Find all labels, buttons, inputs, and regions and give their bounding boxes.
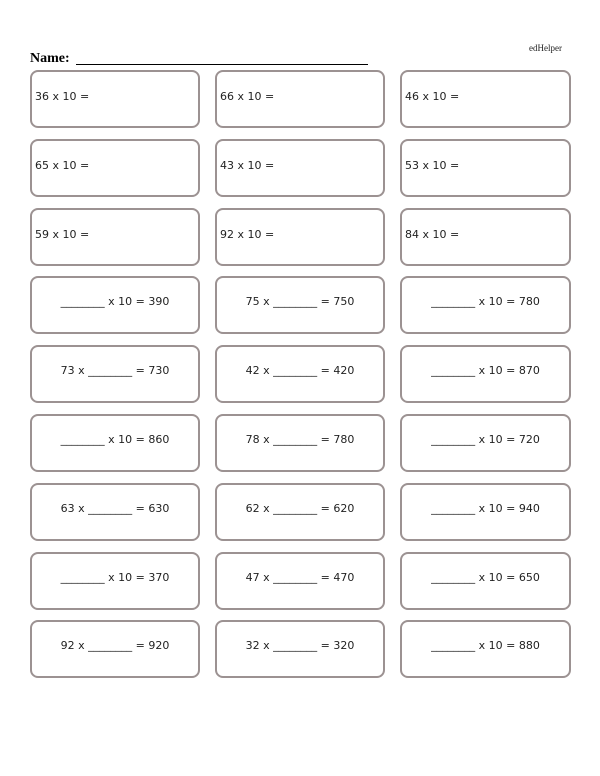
problem-text: 47 x ________ = 470 (245, 570, 355, 584)
problem-box[interactable] (30, 345, 200, 403)
problem-text: ________ x 10 = 940 (431, 501, 540, 515)
name-label: Name: (30, 51, 70, 66)
problem-box[interactable] (30, 70, 200, 128)
problem-box[interactable] (30, 552, 200, 610)
problem-box[interactable] (400, 276, 571, 334)
problem-text: 92 x 10 = (220, 227, 275, 241)
problem-box[interactable] (215, 139, 385, 197)
problem-text: 43 x 10 = (220, 158, 275, 172)
problem-box[interactable] (30, 276, 200, 334)
problem-text: ________ x 10 = 720 (431, 432, 540, 446)
problem-text: 78 x ________ = 780 (245, 432, 355, 446)
problem-box[interactable] (400, 139, 571, 197)
problem-text: 53 x 10 = (405, 158, 460, 172)
problem-box[interactable] (215, 414, 385, 472)
problem-text: 46 x 10 = (405, 90, 460, 103)
problem-text: ________ x 10 = 370 (60, 570, 170, 584)
problem-box[interactable] (215, 552, 385, 610)
problem-text: 84 x 10 = (405, 227, 460, 241)
problem-box[interactable] (400, 620, 571, 678)
problem-text: ________ x 10 = 860 (60, 432, 170, 446)
problem-box[interactable] (215, 70, 385, 128)
problem-box[interactable] (30, 483, 200, 541)
problem-text: 65 x 10 = (35, 158, 90, 172)
problem-box[interactable] (215, 483, 385, 541)
problem-text: ________ x 10 = 390 (60, 295, 170, 309)
problem-box[interactable] (400, 483, 571, 541)
problem-text: ________ x 10 = 880 (431, 639, 540, 653)
problem-box[interactable] (400, 208, 571, 266)
problem-text: 73 x ________ = 730 (60, 364, 170, 378)
problem-box[interactable] (215, 208, 385, 266)
problem-box[interactable] (215, 620, 385, 678)
problem-box[interactable] (400, 345, 571, 403)
problem-text: 42 x ________ = 420 (245, 364, 355, 378)
problem-text: ________ x 10 = 870 (431, 364, 540, 378)
problem-text: 62 x ________ = 620 (245, 501, 355, 515)
problem-box[interactable] (30, 620, 200, 678)
problem-box[interactable] (400, 552, 571, 610)
problem-box[interactable] (400, 414, 571, 472)
problem-text: ________ x 10 = 650 (431, 570, 540, 584)
problem-text: 32 x ________ = 320 (245, 639, 355, 653)
problem-text: 59 x 10 = (35, 227, 90, 241)
problem-box[interactable] (30, 139, 200, 197)
problem-text: 75 x ________ = 750 (245, 295, 355, 309)
problem-box[interactable] (215, 276, 385, 334)
problem-box[interactable] (30, 208, 200, 266)
problem-box[interactable] (215, 345, 385, 403)
brand-label: edHelper (529, 43, 562, 53)
problem-grid (30, 70, 571, 678)
problem-text: 63 x ________ = 630 (60, 501, 170, 515)
problem-text: 66 x 10 = (220, 90, 275, 103)
problem-box[interactable] (400, 70, 571, 128)
name-line[interactable] (76, 64, 368, 65)
problem-text: ________ x 10 = 780 (431, 295, 540, 309)
problem-box[interactable] (30, 414, 200, 472)
problem-text: 36 x 10 = (35, 90, 90, 103)
problem-text: 92 x ________ = 920 (60, 639, 170, 653)
